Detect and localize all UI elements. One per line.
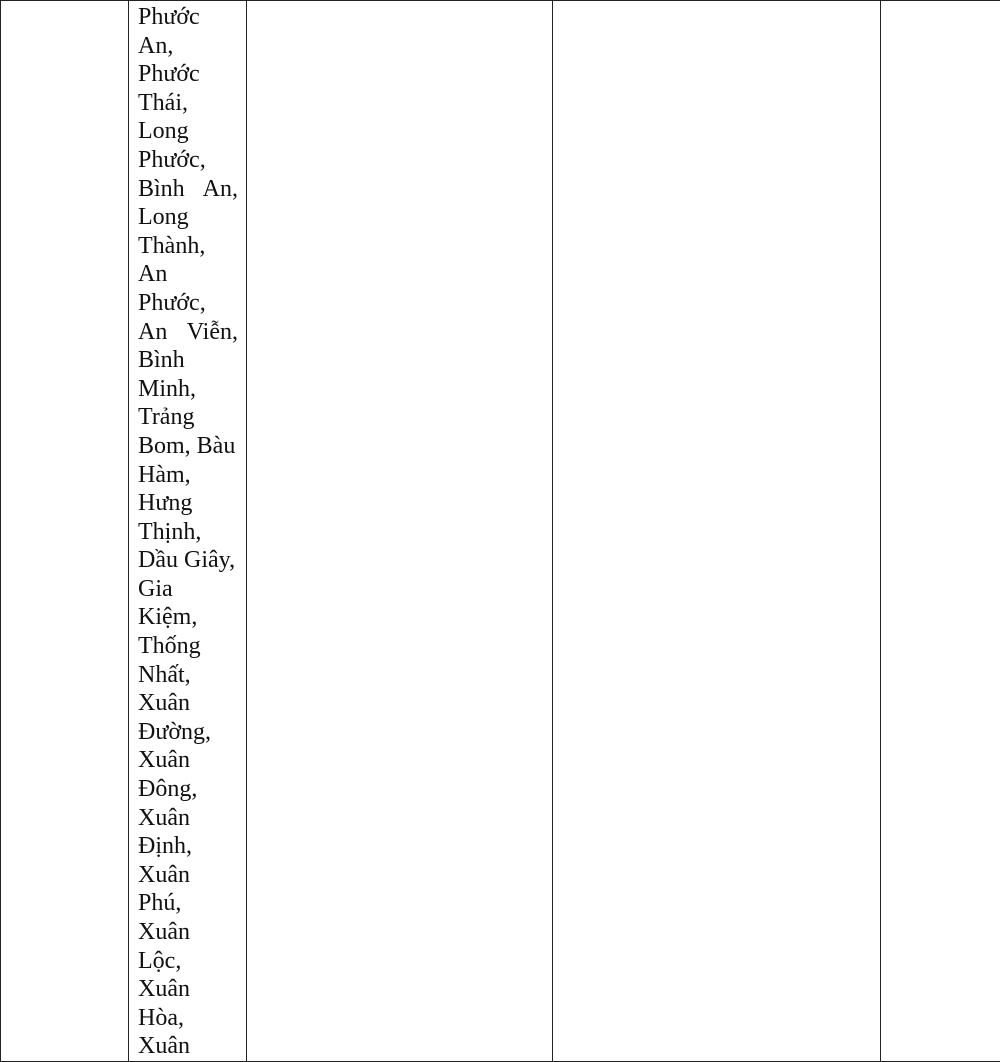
place-list-line: Xuân <box>138 689 238 718</box>
place-list-line: Nhất, <box>138 661 238 690</box>
place-list-line: Trảng <box>138 403 238 432</box>
place-list-line: Hòa, <box>138 1004 238 1033</box>
place-list-line: Xuân <box>138 918 238 947</box>
place-list <box>129 1 246 1061</box>
place-list-line: Thái, <box>138 89 238 118</box>
place-list-line: An <box>138 260 238 289</box>
place-list-line: Kiệm, <box>138 603 238 632</box>
table-row <box>1 1 1000 1062</box>
place-list-line: Phước, <box>138 146 238 175</box>
place-list-line: Long <box>138 117 238 146</box>
place-list-line: Xuân <box>138 861 238 890</box>
place-list-line: Bình An, <box>138 175 238 204</box>
place-list-line: Thịnh, <box>138 518 238 547</box>
place-list-line: An, <box>138 32 238 61</box>
place-list-line: Hàm, <box>138 461 238 490</box>
place-list-line: An Viễn, <box>138 318 238 347</box>
table-cell-column-4 <box>553 1 881 1062</box>
place-list-line: Phước, <box>138 289 238 318</box>
place-list-line: Phú, <box>138 889 238 918</box>
place-list-line: Gia <box>138 575 238 604</box>
place-list-line: Lộc, <box>138 947 238 976</box>
place-list-line: Phước <box>138 3 238 32</box>
place-list-line: Phước <box>138 60 238 89</box>
place-list-line: Xuân <box>138 746 238 775</box>
place-list-line: Định, <box>138 832 238 861</box>
place-list-line: Dầu Giây, <box>138 546 238 575</box>
place-list-line: Xuân <box>138 1032 238 1061</box>
table-cell-place-list <box>129 1 247 1062</box>
table-cell-column-5 <box>881 1 1000 1062</box>
place-list-line: Long <box>138 203 238 232</box>
table-cell-column-3 <box>247 1 553 1062</box>
place-list-line: Thống <box>138 632 238 661</box>
place-list-line: Thành, <box>138 232 238 261</box>
place-list-line: Xuân <box>138 804 238 833</box>
place-list-line: Xuân <box>138 975 238 1004</box>
place-list-line: Bình <box>138 346 238 375</box>
place-list-line: Minh, <box>138 375 238 404</box>
place-list-line: Bom, Bàu <box>138 432 238 461</box>
place-list-line: Hưng <box>138 489 238 518</box>
place-list-line: Đường, <box>138 718 238 747</box>
place-list-line: Đông, <box>138 775 238 804</box>
table-cell-column-1 <box>1 1 129 1062</box>
